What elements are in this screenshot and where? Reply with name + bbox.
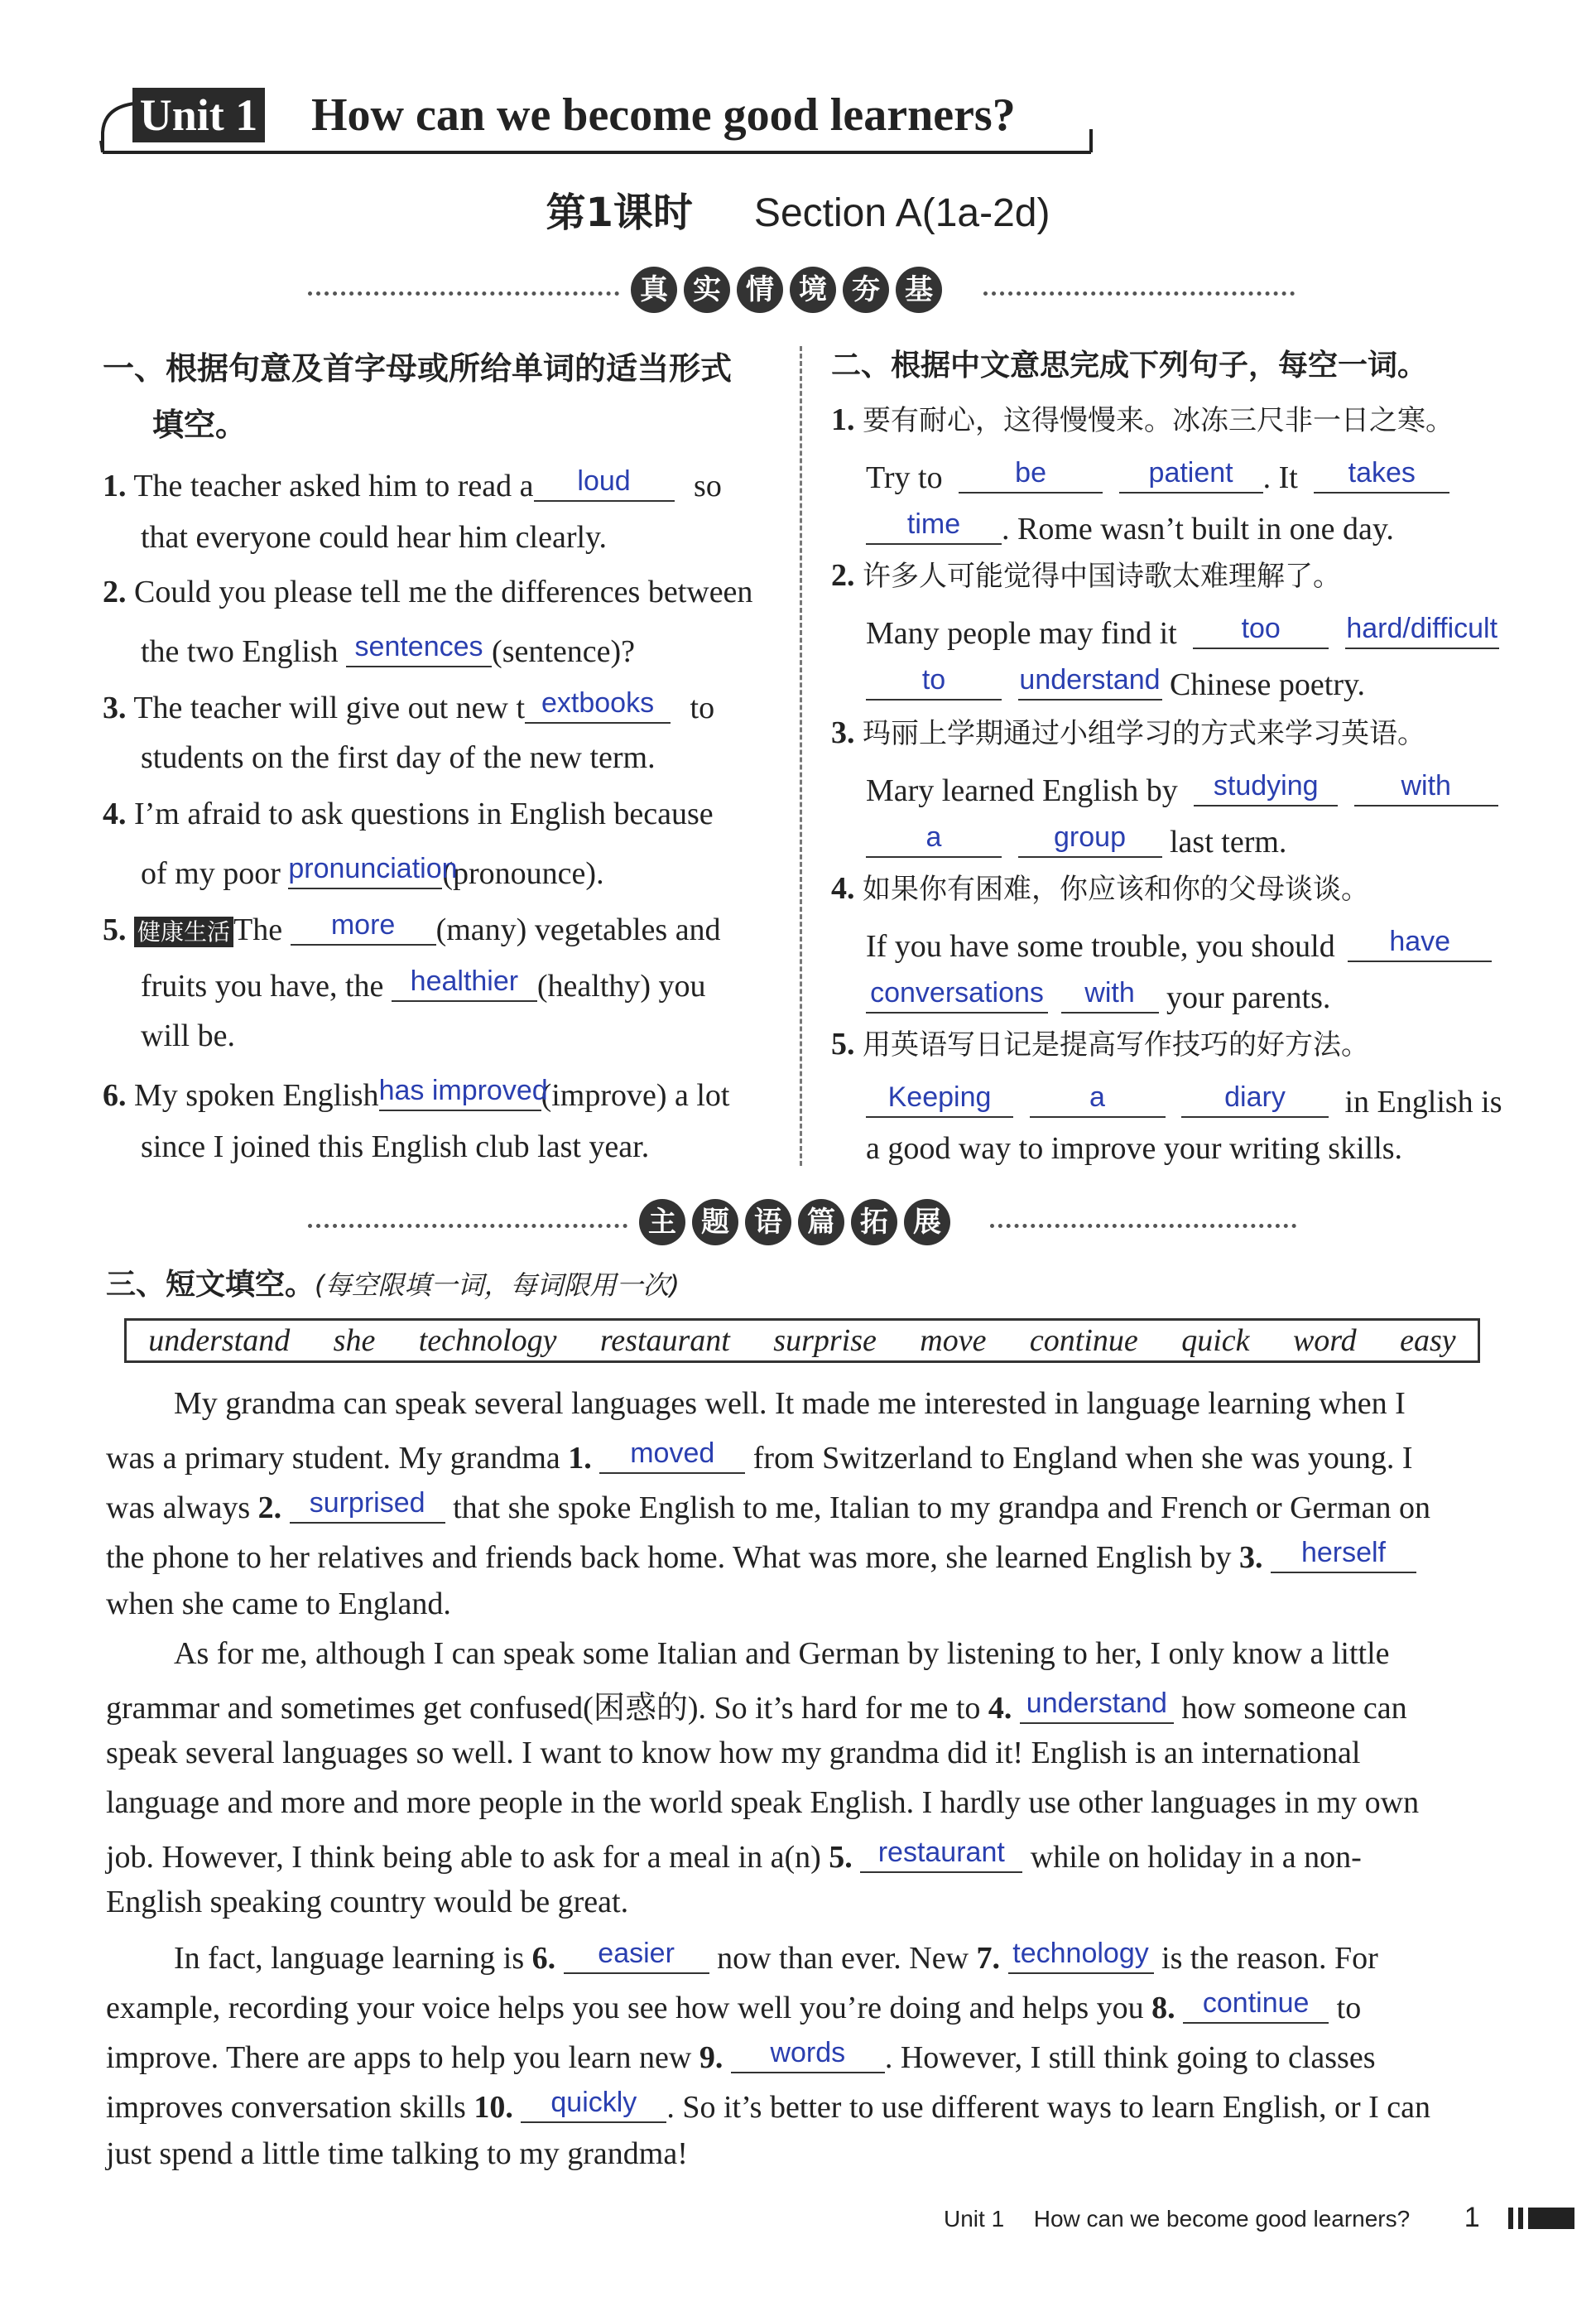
word-bank-item: move: [920, 1323, 987, 1358]
word-bank-item: she: [333, 1323, 376, 1358]
unit-badge: Unit 1: [132, 88, 265, 142]
answer-blank[interactable]: loud: [534, 465, 675, 502]
banner2-dots-left: [308, 1224, 627, 1228]
answer-blank[interactable]: quickly: [521, 2087, 666, 2123]
footer-unit: Unit 1: [944, 2206, 1005, 2232]
passage-line: In fact, language learning is 6. easier now than ever. New 7. technology is the reason. For: [174, 1938, 1378, 1976]
banner2-dots-right: [990, 1224, 1296, 1228]
p1-q1: 1. The teacher asked him to read a loud so: [103, 465, 722, 503]
passage-line: just spend a little time talking to my grandma!: [106, 2136, 688, 2171]
answer-blank[interactable]: words: [731, 2037, 885, 2073]
banner1-char: 真: [631, 267, 677, 313]
part3-heading: 三、短文填空。(每空限填一词，每词限用一次): [106, 1268, 680, 1302]
answer-blank[interactable]: Keeping: [866, 1081, 1013, 1118]
answer-blank[interactable]: diary: [1181, 1081, 1329, 1118]
p2-q3-cn: 3. 玛丽上学期通过小组学习的方式来学习英语。: [831, 715, 1425, 750]
word-bank: [124, 1318, 1480, 1363]
p1-q4-cont: of my poor pronunciation (pronounce).: [141, 853, 604, 891]
p1-q6: 6. My spoken English has improved (improve) a lot: [103, 1075, 730, 1113]
word-bank-item: quick: [1181, 1323, 1250, 1358]
unit-header: [98, 83, 1099, 159]
banner1-char: 实: [684, 267, 730, 313]
passage-line: the phone to her relatives and friends back home. What was more, she learned English by 3. herself: [106, 1537, 1416, 1573]
passage-line: was always 2. surprised that she spoke English to me, Italian to my grandpa and French or German on: [106, 1487, 1431, 1525]
answer-blank[interactable]: with: [1354, 770, 1498, 807]
p1-q3-cont: students on the first day of the new term.: [141, 740, 656, 775]
answer-blank[interactable]: more: [291, 909, 436, 946]
footer-bars-icon: [1508, 2208, 1574, 2229]
unit-title: How can we become good learners?: [311, 89, 1016, 141]
banner2-char: 题: [692, 1199, 738, 1245]
banner1-char: 境: [790, 267, 836, 313]
banner1-dots-left: [308, 291, 619, 296]
p1-q5: 5. 健康生活 The more (many) vegetables and: [103, 909, 721, 947]
banner2-char: 拓: [851, 1199, 897, 1245]
healthy-life-tag: 健康生活: [134, 917, 233, 947]
p1-q5-cont2: will be.: [141, 1018, 235, 1053]
answer-blank[interactable]: extbooks: [525, 687, 671, 724]
footer-title: How can we become good learners?: [1033, 2206, 1411, 2232]
answer-blank[interactable]: conversations: [866, 977, 1048, 1014]
p1-q5-cont: fruits you have, the healthier (healthy) you: [141, 965, 706, 1004]
answer-blank[interactable]: understand: [1020, 1688, 1174, 1724]
word-bank-item: restaurant: [599, 1323, 730, 1358]
banner1-char: 情: [737, 267, 783, 313]
p1-q2-cont: the two English sentences (sentence)?: [141, 631, 636, 669]
p2-q4-en-cont: conversations with your parents.: [866, 977, 1330, 1014]
answer-blank[interactable]: technology: [1008, 1938, 1154, 1974]
passage-line: My grandma can speak several languages well. It made me interested in language learning when I: [174, 1386, 1406, 1421]
passage-line: job. However, I think being able to ask for a meal in a(n) 5. restaurant while on holiday in a non-: [106, 1837, 1362, 1875]
p2-q3-en-cont: a group last term.: [866, 821, 1286, 858]
banner2-char: 篇: [798, 1199, 844, 1245]
answer-blank[interactable]: moved: [599, 1437, 745, 1474]
passage-line: example, recording your voice helps you see how well you’re doing and helps you 8. continue to: [106, 1987, 1362, 2025]
passage-line: As for me, although I can speak some Italian and German by listening to her, I only know a little: [174, 1636, 1390, 1671]
p2-q2-en-cont: to understand Chinese poetry.: [866, 664, 1365, 701]
page-number: 1: [1464, 2202, 1480, 2233]
answer-blank[interactable]: with: [1061, 977, 1159, 1014]
p2-q1-en: Try to be patient . It takes: [866, 457, 1449, 494]
word-bank-item: continue: [1029, 1323, 1138, 1358]
p2-q2-en: Many people may find it too hard/difficult: [866, 613, 1498, 651]
word-bank-item: technology: [418, 1323, 557, 1358]
p2-q5-cn: 5. 用英语写日记是提高写作技巧的好方法。: [831, 1027, 1369, 1062]
word-bank-item: easy: [1400, 1323, 1456, 1358]
word-bank-item: word: [1292, 1323, 1357, 1358]
part1-heading: 一、根据句意及首字母或所给单词的适当形式: [103, 350, 733, 387]
banner2-char: 语: [745, 1199, 791, 1245]
answer-blank[interactable]: to: [866, 664, 1002, 701]
answer-blank[interactable]: a: [1030, 1081, 1166, 1118]
banner2-char: 展: [904, 1199, 950, 1245]
passage-line: improves conversation skills 10. quickly . So it’s better to use different ways to learn English, or I can: [106, 2087, 1431, 2125]
answer-blank[interactable]: sentences: [346, 631, 492, 667]
banner-theme-extension: [636, 1199, 954, 1245]
answer-blank[interactable]: takes: [1314, 457, 1449, 494]
answer-blank[interactable]: a: [866, 821, 1002, 858]
passage-line: English speaking country would be great.: [106, 1885, 629, 1919]
part2-heading: 二、根据中文意思完成下列句子，每空一词。: [831, 349, 1428, 383]
p2-q3-en: Mary learned English by studying with: [866, 770, 1498, 807]
banner-true-context: [627, 267, 945, 313]
answer-blank[interactable]: continue: [1183, 1987, 1329, 2024]
passage-line: language and more and more people in the world speak English. I hardly use other languages in my own: [106, 1785, 1420, 1820]
answer-blank[interactable]: healthier: [392, 965, 537, 1002]
answer-blank[interactable]: restaurant: [860, 1837, 1022, 1873]
part1-heading-cont: 填空。: [152, 407, 248, 443]
answer-blank[interactable]: easier: [564, 1938, 709, 1974]
passage-line: speak several languages so well. I want to know how my grandma did it! English is an international: [106, 1736, 1361, 1770]
word-bank-item: understand: [148, 1323, 291, 1358]
banner1-char: 夯: [843, 267, 889, 313]
answer-blank[interactable]: have: [1348, 926, 1492, 962]
passage-line: when she came to England.: [106, 1587, 451, 1621]
lesson-number: 第1课时: [546, 190, 693, 236]
answer-blank[interactable]: pronunciation: [288, 853, 442, 889]
answer-blank[interactable]: group: [1018, 821, 1162, 858]
p2-q4-cn: 4. 如果你有困难，你应该和你的父母谈谈。: [831, 871, 1369, 906]
column-divider: [800, 346, 802, 1166]
banner1-char: 基: [896, 267, 942, 313]
p2-q1-cn: 1. 要有耐心，这得慢慢来。冰冻三尺非一日之寒。: [831, 402, 1454, 437]
p2-q1-en-cont: time . Rome wasn’t built in one day.: [866, 508, 1394, 545]
passage-line: grammar and sometimes get confused(困惑的). So it’s hard for me to 4. understand how someone can: [106, 1688, 1407, 1726]
answer-blank[interactable]: has improved: [379, 1075, 541, 1111]
page-footer: [944, 2203, 1480, 2234]
answer-blank[interactable]: surprised: [290, 1487, 445, 1524]
p2-q5-en-cont: a good way to improve your writing skills.: [866, 1131, 1403, 1166]
banner1-dots-right: [983, 291, 1295, 296]
word-bank-item: surprise: [773, 1323, 877, 1358]
p1-q2: 2. Could you please tell me the differences between: [103, 575, 753, 609]
answer-blank[interactable]: too: [1193, 613, 1329, 649]
p2-q2-cn: 2. 许多人可能觉得中国诗歌太难理解了。: [831, 558, 1341, 593]
passage-line: improve. There are apps to help you learn new 9. words . However, I still think going to classes: [106, 2037, 1376, 2075]
passage-line: was a primary student. My grandma 1. moved from Switzerland to England when she was young. I: [106, 1437, 1413, 1476]
p2-q5-en: Keeping a diary in English is: [866, 1081, 1502, 1118]
p1-q4: 4. I’m afraid to ask questions in English because: [103, 797, 714, 831]
answer-blank[interactable]: time: [866, 508, 1002, 545]
answer-blank[interactable]: hard/difficult: [1345, 613, 1499, 649]
p1-q1-cont: that everyone could hear him clearly.: [141, 520, 608, 555]
p2-q4-en: If you have some trouble, you should have: [866, 926, 1492, 962]
p1-q6-cont: since I joined this English club last year.: [141, 1129, 650, 1164]
p1-q3: 3. The teacher will give out new t extbooks to: [103, 687, 715, 725]
answer-blank[interactable]: understand: [1018, 664, 1162, 701]
answer-blank[interactable]: patient: [1119, 457, 1263, 494]
section-label: Section A(1a-2d): [753, 191, 1050, 235]
answer-blank[interactable]: be: [959, 457, 1103, 494]
answer-blank[interactable]: studying: [1194, 770, 1338, 807]
lesson-title: [0, 181, 1596, 238]
banner2-char: 主: [639, 1199, 685, 1245]
answer-blank[interactable]: herself: [1271, 1537, 1416, 1573]
